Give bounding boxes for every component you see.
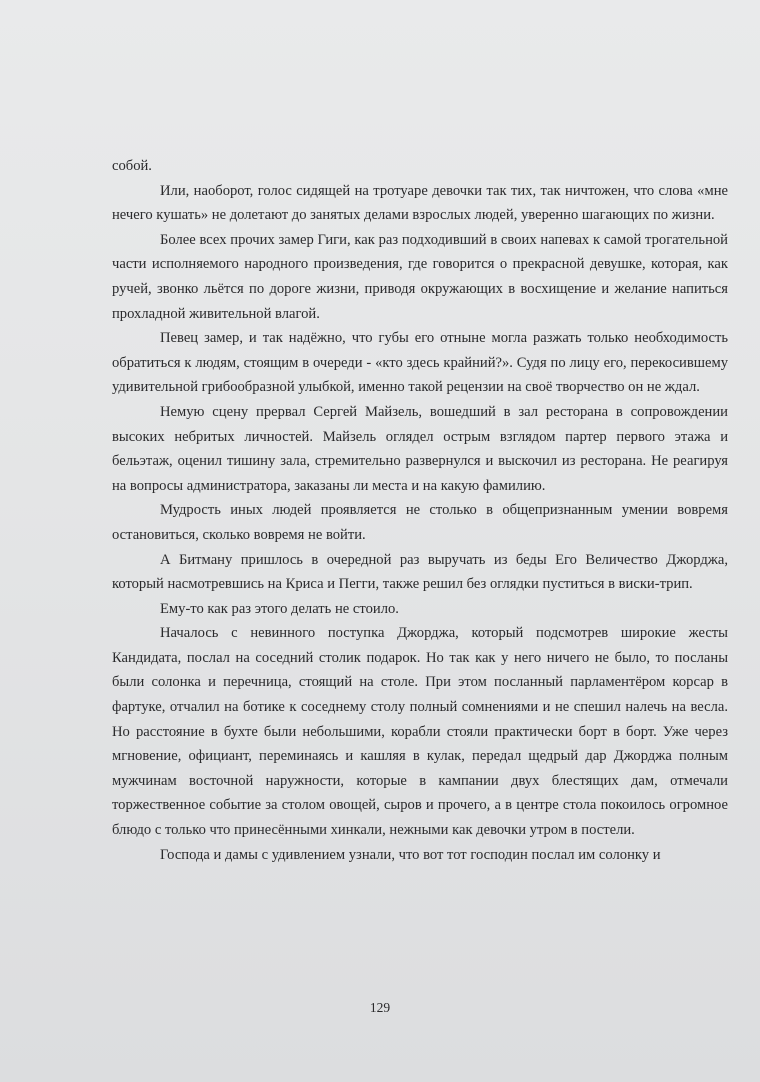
paragraph: А Битману пришлось в очередной раз выручать из беды Его Величество Джорджа, который насмотревшись на Криса и Пегги, также решил без оглядки пуститься в виски-трип. <box>112 551 728 593</box>
paragraph: Немую сцену прервал Сергей Майзель, вошедший в зал ресторана в сопровождении высоких небритых личностей. Майзель оглядел острым взглядом партер первого этажа и бельэтаж, оценил тишину зала, стремительно развернулся и выскочил из ресторана. Не реагируя на вопросы администратора, заказаны ли места и на какую фамилию. <box>112 403 728 494</box>
text-body <box>112 154 728 867</box>
paragraph: Господа и дамы с удивлением узнали, что вот тот господин послал им солонку и <box>160 846 661 863</box>
paragraph: Началось с невинного поступка Джорджа, который подсмотрев широкие жесты Кандидата, послал на соседний столик подарок. Но так как у него ничего не было, то посланы были солонка и перечница, стоящий на столе. При этом посланный парламентёром корсар в фартуке, отчалил на ботике к соседнему столу полный сомнениями и не спешил налечь на весла. Но расстояние в бухте были небольшими, корабли стояли практически борт в борт. Уже через мгновение, официант, переминаясь и кашляя в кулак, передал щедрый дар Джорджа полным мужчинам восточной наружности, которые в кампании двух блестящих дам, отмечали торжественное событие за столом овощей, сыров и прочего, а в центре стола покоилось огромное блюдо с только что принесёнными хинкали, нежными как девочки утром в постели. <box>112 625 728 839</box>
paragraph: Ему-то как раз этого делать не стоило. <box>160 600 399 617</box>
paragraph: Мудрость иных людей проявляется не столько в общепризнанным умении вовремя остановиться, сколько вовремя не войти. <box>112 502 728 543</box>
paragraph: Певец замер, и так надёжно, что губы его отныне могла разжать только необходимость обратиться к людям, стоящим в очереди - «кто здесь крайний?». Судя по лицу его, перекосившему удивительной грибообразной улыбкой, именно такой рецензии на своё творчество он не ждал. <box>112 330 728 396</box>
page-number: 129 <box>369 1000 391 1015</box>
paragraph: Или, наоборот, голос сидящей на тротуаре девочки так тих, так ничтожен, что слова «мне нечего кушать» не долетают до занятых делами взрослых людей, уверенно шагающих по жизни. <box>112 182 728 224</box>
paragraph: собой. <box>112 158 152 174</box>
paragraph: Более всех прочих замер Гиги, как раз подходивший в своих напевах к самой трогательной части исполняемого народного произведения, где говорится о прекрасной девушке, которая, как ручей, звонко льётся по дороге жизни, приводя окружающих в восхищение и желание напиться прохладной живительной влагой. <box>112 231 728 322</box>
